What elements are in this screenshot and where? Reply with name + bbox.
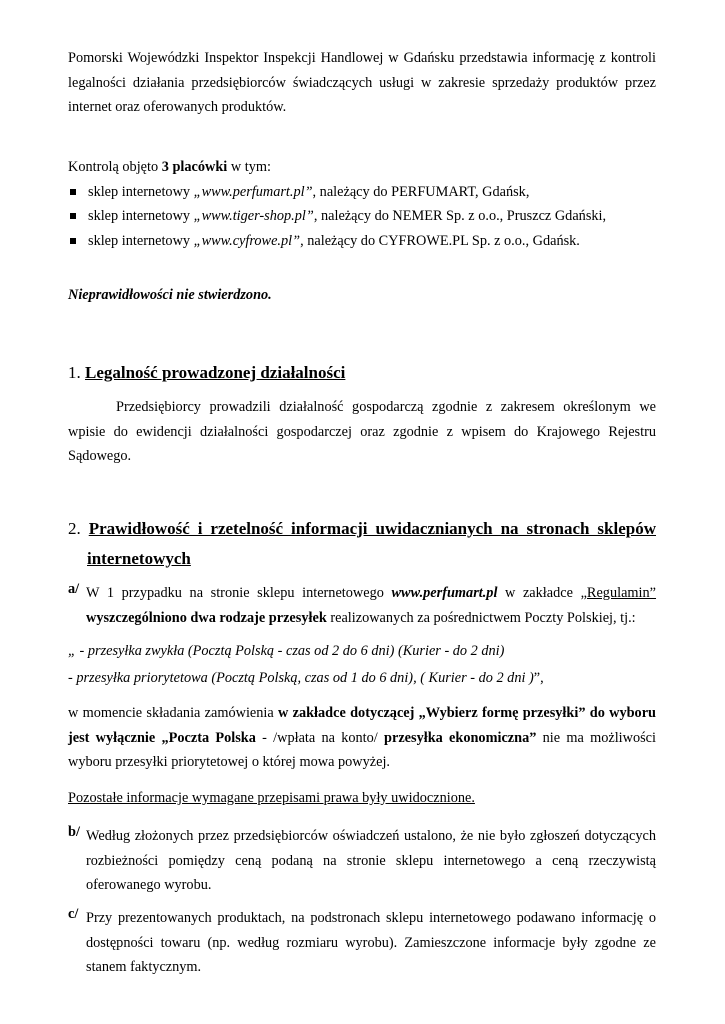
controls-header: Kontrolą objęto 3 placówki w tym: xyxy=(68,159,271,175)
regulamin-tab: „Regulamin” xyxy=(580,585,657,601)
shop-url: „www.cyfrowe.pl” xyxy=(193,232,301,249)
order-paragraph: w momencie składania zamówienia w zakładce dotyczącej „Wybierz formę przesyłki” do wyboru jest wyłącznie „Poczta Polska - /wpłata na konto/ przesyłka ekonomiczna” nie ma możliwości wyboru przesyłki priorytetowej o której mowa powyżej. xyxy=(68,705,656,770)
shop-item: sklep internetowy „www.tiger-shop.pl”, należący do NEMER Sp. z o.o., Pruszcz Gdański, xyxy=(68,204,656,229)
shop-url: „www.tiger-shop.pl” xyxy=(193,208,314,224)
intro-paragraph xyxy=(68,46,656,120)
section1-title: Legalność prowadzonej działalności xyxy=(85,363,346,382)
controls-block xyxy=(68,155,656,253)
shop-url: „www.perfumart.pl” xyxy=(193,183,313,200)
item-a: a/ W 1 przypadku na stronie sklepu internetowego www.perfumart.pl w zakładce „Regulamin” wyszczególniono dwa rodzaje przesyłek realizowanych za pośrednictwem Poczty Polskiej, tj.: xyxy=(68,581,657,626)
section2-heading: 2. Prawidłowość i rzetelność informacji uwidacznianych na stronach sklepów internetowych xyxy=(68,519,656,568)
section1-heading: 1. Legalność prowadzonej działalności xyxy=(68,363,346,382)
item-c: c/ Przy prezentowanych produktach, na podstronach sklepu internetowego podawano informację o dostępności towaru (np. według rozmiaru wyrobu). Zamieszczone informacje były zgodne ze stanem faktycznym. xyxy=(68,906,656,975)
controls-count: 3 placówki xyxy=(161,159,228,175)
shop-list xyxy=(68,180,656,254)
section1-body: Przedsiębiorcy prowadzili działalność gospodarczą zgodnie z zakresem określonym we wpisie do ewidencji działalności gospodarczej oraz zgodnie z wpisem do Krajowego Rejestru Sądowego. xyxy=(68,399,656,464)
no-irregularities: Nieprawidłowości nie stwierdzono. xyxy=(68,287,272,303)
section2-title-line2: internetowych xyxy=(87,549,191,568)
section2-title-line1: Prawidłowość i rzetelność informacji uwidacznianych na stronach sklepów xyxy=(88,519,656,538)
other-info: Pozostałe informacje wymagane przepisami prawa były uwidocznione. xyxy=(68,790,475,806)
quote-line2: - przesyłka priorytetowa (Pocztą Polską, czas od 1 do 6 dni), ( Kurier - do 2 dni )”, xyxy=(68,670,544,686)
shop-url: www.perfumart.pl xyxy=(391,585,498,601)
shop-item: sklep internetowy „www.perfumart.pl”, należący do PERFUMART, Gdańsk, xyxy=(68,180,656,205)
quote-line1: „ - przesyłka zwykła (Pocztą Polską - czas od 2 do 6 dni) (Kurier - do 2 dni) xyxy=(68,643,505,659)
shop-item: sklep internetowy „www.cyfrowe.pl”, należący do CYFROWE.PL Sp. z o.o., Gdańsk. xyxy=(68,229,656,254)
intro-text: Pomorski Wojewódzki Inspektor Inspekcji Handlowej w Gdańsku przedstawia informację z kontroli legalności działania przedsiębiorców świadczących usługi w zakresie sprzedaży produktów przez internet oraz oferowanych produktów. xyxy=(68,50,656,115)
item-b: b/ Według złożonych przez przedsiębiorców oświadczeń ustalono, że nie było zgłoszeń dotyczących rozbieżności pomiędzy ceną podaną na stronie sklepu internetowego a ceną rzeczywistą oferowanego wyrobu. xyxy=(68,824,656,893)
